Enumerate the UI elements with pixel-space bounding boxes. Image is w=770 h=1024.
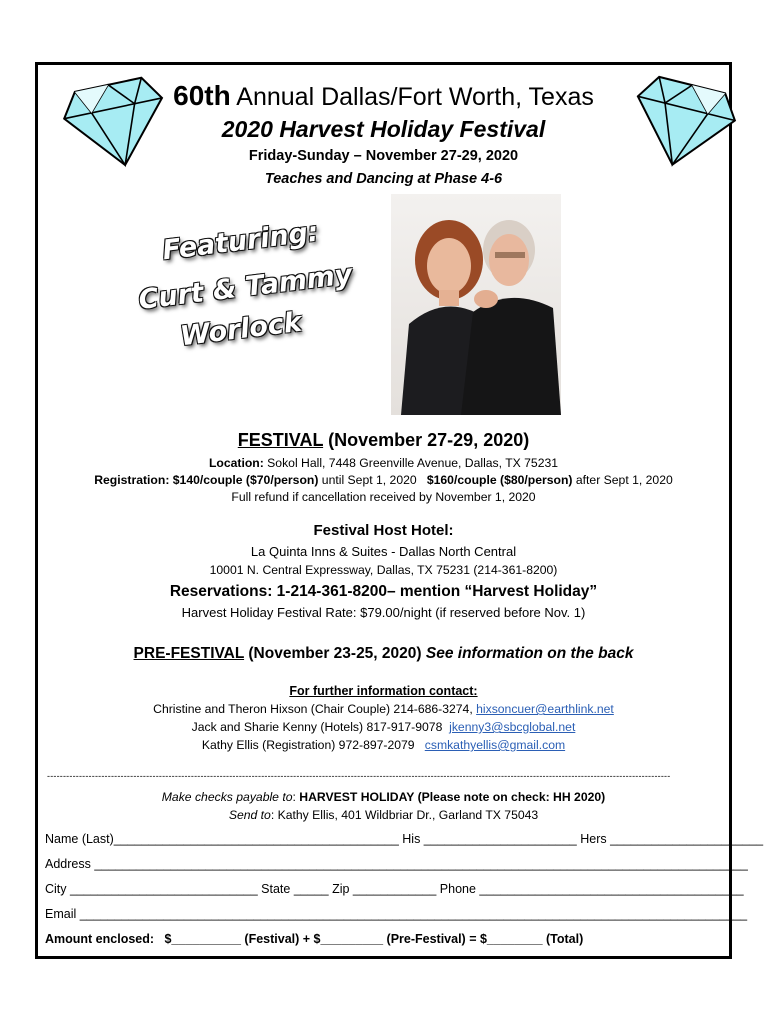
main-title [38, 80, 729, 112]
amount-label: Amount enclosed [45, 932, 150, 946]
contact-registration-text: Kathy Ellis (Registration) 972-897-2079 [201, 738, 415, 752]
festival-heading-dates: (November 27-29, 2020) [328, 430, 530, 450]
cut-line-divider: --------------------------------------------------------------------------------------------------------------------------------------------------------------------------------------------------- [47, 771, 671, 781]
refund-policy: Full refund if cancellation received by November 1, 2020 [231, 490, 536, 504]
amount-enclosed-field[interactable]: Amount enclosed: $__________ (Festival) + $_________ (Pre-Festival) = $________ (Total) [45, 932, 584, 946]
contact-chair-text: Christine and Theron Hixson (Chair Couple) 214-686-3274, [153, 702, 473, 716]
title-rest: Annual Dallas/Fort Worth, Texas [236, 83, 594, 111]
festival-name: 2020 Harvest Holiday Festival [221, 116, 546, 142]
festival-heading-underlined: FESTIVAL [237, 430, 324, 450]
festival-dates: Friday-Sunday – November 27-29, 2020 [248, 148, 519, 164]
contact-hotels-text: Jack and Sharie Kenny (Hotels) 817-917-9078 [191, 720, 443, 734]
title-ordinal: 60th [173, 80, 231, 111]
amount-line[interactable]: $__________ (Festival) + $_________ (Pre-Festival) = $________ (Total) [164, 932, 584, 946]
featuring-line-3: Worlock [178, 306, 304, 353]
prefestival-note: See information on the back [425, 645, 634, 662]
send-to-label: Send to [228, 808, 271, 822]
location-value: Sokol Hall, 7448 Greenville Avenue, Dallas, TX 75231 [267, 456, 559, 470]
registration-late-deadline: after Sept 1, 2020 [575, 473, 673, 487]
featuring-line-2: Curt & Tammy [136, 259, 354, 316]
festival-registration [38, 473, 729, 487]
name-field[interactable]: Name (Last)_________________________________________ His ______________________ Hers ______________________ [45, 832, 764, 846]
contact-chair [38, 702, 729, 716]
prefestival-heading-underlined: PRE-FESTIVAL [133, 645, 245, 662]
payable-value: HARVEST HOLIDAY (Please note on check: HH 2020) [299, 790, 606, 804]
registration-early-price: Registration: $140/couple ($70/person) [94, 473, 319, 487]
flyer-border [35, 62, 732, 959]
festival-heading [38, 430, 729, 451]
hotel-heading: Festival Host Hotel: [313, 522, 454, 539]
festival-location [38, 456, 729, 470]
performers-illustration [391, 194, 561, 415]
reservations-info: Reservations: 1-214-361-8200– mention “Harvest Holiday” [169, 583, 598, 600]
hotel-rate: Harvest Holiday Festival Rate: $79.00/night (if reserved before Nov. 1) [181, 605, 586, 620]
prefestival-heading [38, 645, 729, 663]
contact-registration-email-link[interactable]: csmkathyellis@gmail.com [424, 738, 566, 752]
contact-hotels [38, 720, 729, 734]
email-field[interactable]: Email ________________________________________________________________________________________________ [45, 907, 748, 921]
send-to-address: Kathy Ellis, 401 Wildbriar Dr., Garland TX 75043 [277, 808, 539, 822]
contact-registration [38, 738, 729, 752]
payable-label: Make checks payable to [161, 790, 293, 804]
city-state-zip-phone-field[interactable]: City ___________________________ State _____ Zip ____________ Phone ______________________________________ [45, 882, 744, 896]
address-field[interactable]: Address ______________________________________________________________________________________________ [45, 857, 748, 871]
hotel-address: 10001 N. Central Expressway, Dallas, TX 75231 (214-361-8200) [209, 563, 558, 577]
send-to: Send to: Kathy Ellis, 401 Wildbriar Dr., Garland TX 75043 [228, 808, 539, 822]
contact-heading: For further information contact: [289, 684, 478, 698]
checks-payable: Make checks payable to: HARVEST HOLIDAY (Please note on check: HH 2020) [161, 790, 606, 804]
contact-hotels-email-link[interactable]: jkenny3@sbcglobal.net [449, 720, 576, 734]
location-label: Location: [208, 456, 264, 470]
prefestival-dates: (November 23-25, 2020) [248, 645, 422, 662]
hotel-name: La Quinta Inns & Suites - Dallas North Central [250, 544, 517, 559]
registration-early-deadline: until Sept 1, 2020 [321, 473, 417, 487]
phase-info: Teaches and Dancing at Phase 4-6 [264, 171, 503, 187]
registration-late-price: $160/couple ($80/person) [426, 473, 573, 487]
featuring-line-1: Featuring: [160, 216, 321, 267]
performers-photo [391, 194, 561, 415]
contact-chair-email-link[interactable]: hixsoncuer@earthlink.net [476, 702, 614, 716]
